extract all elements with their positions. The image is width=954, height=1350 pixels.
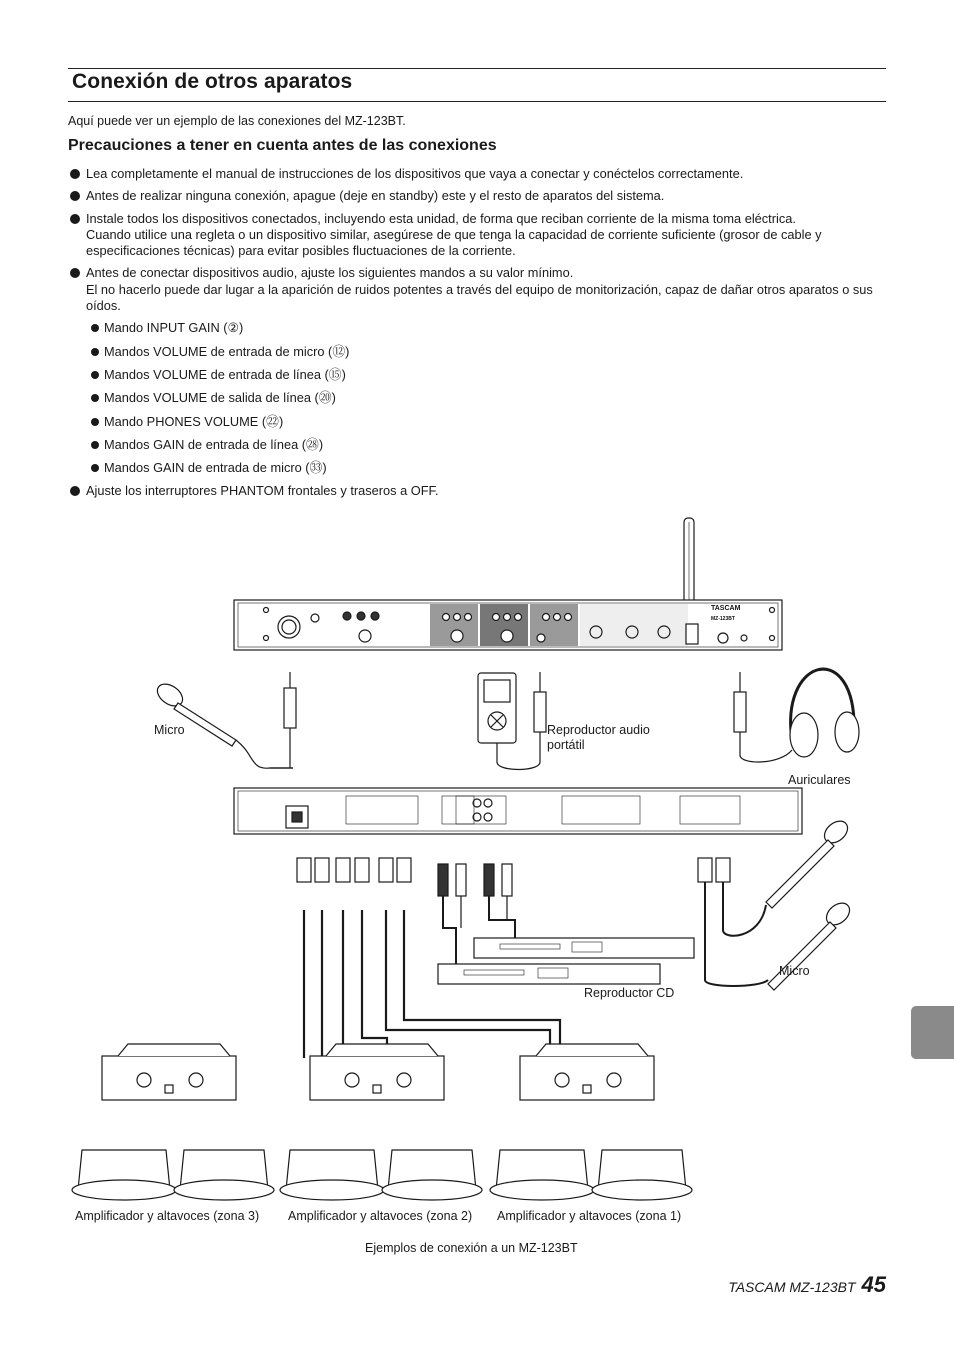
bullet-dot-icon [91, 441, 99, 449]
rear-panel [234, 788, 802, 834]
bullet-dot-icon [70, 191, 80, 201]
bullet-dot-icon [70, 214, 80, 224]
bullet-text: Cuando utilice una regleta o un dispositivo similar, asegúrese de que tenga la capacidad de corriente suficiente (grosor de cable y especificaciones técnicas) para evitar posibles fluctuaciones de la corriente. [86, 226, 822, 259]
terminal-connectors [297, 858, 730, 882]
bullet-dot-icon [91, 464, 99, 472]
title-rule-top [68, 68, 886, 69]
sub-bullet-text: Mando INPUT GAIN (②) [104, 320, 244, 336]
portable-player-icon [478, 672, 546, 770]
connection-diagram [60, 510, 890, 1250]
precautions-list [68, 166, 888, 500]
bullet-dot-icon [70, 486, 80, 496]
label-zone3: Amplificador y altavoces (zona 3) [75, 1209, 260, 1223]
sub-bullet-text: Mandos GAIN de entrada de micro (㉝) [104, 460, 327, 476]
label-zone2: Amplificador y altavoces (zona 2) [288, 1209, 473, 1223]
footer-brand: TASCAM MZ-123BT [728, 1279, 856, 1295]
bullet-text: Antes de realizar ninguna conexión, apague (deje en standby) este y el resto de aparatos del sistema. [86, 188, 665, 204]
title-rule-bottom [68, 101, 886, 102]
cd-player-icon [438, 938, 694, 984]
bullet-dot-icon [70, 268, 80, 278]
bullet-dot-icon [91, 348, 99, 356]
sub-bullet-text: Mandos VOLUME de entrada de micro (⑫) [104, 343, 350, 359]
label-portable-player: Reproductor audio portátil [547, 723, 650, 752]
sub-bullet-item [68, 414, 888, 430]
label-mic-right: Micro [779, 964, 810, 978]
sub-bullet-item [68, 344, 888, 360]
speaker-icon [280, 1150, 482, 1200]
bullet-text: Instale todos los dispositivos conectados, incluyendo esta unidad, de forma que reciban corriente de la misma toma eléctrica. [86, 210, 796, 226]
sub-bullet-item [68, 390, 888, 406]
section-title: Precauciones a tener en cuenta antes de las conexiones [68, 137, 497, 154]
front-panel [234, 600, 782, 650]
amplifier-icon [310, 1044, 444, 1100]
microphone-icon [153, 672, 296, 768]
bullet-item [68, 483, 888, 499]
sub-bullet-text: Mandos VOLUME de entrada de línea (⑮) [104, 366, 346, 382]
bullet-text: Lea completamente el manual de instrucciones de los dispositivos que vaya a conectar y conéctelos correctamente. [86, 166, 744, 181]
page-footer [728, 1272, 886, 1298]
bullet-dot-icon [91, 394, 99, 402]
front-model-text: MZ-123BT [711, 616, 735, 622]
bullet-dot-icon [91, 418, 99, 426]
label-cd-player: Reproductor CD [584, 986, 675, 1000]
sub-bullet-text: Mando PHONES VOLUME (㉒) [104, 413, 284, 429]
page-number: 45 [861, 1272, 886, 1297]
front-brand-text: TASCAM [711, 605, 741, 612]
sub-bullet-text: Mandos VOLUME de salida de línea (⑳) [104, 390, 336, 406]
label-headphones: Auriculares [788, 773, 851, 787]
label-zone1: Amplificador y altavoces (zona 1) [497, 1209, 682, 1223]
bullet-dot-icon [91, 324, 99, 332]
chapter-tab [911, 1006, 954, 1059]
intro-text: Aquí puede ver un ejemplo de las conexiones del MZ-123BT. [68, 114, 406, 128]
headphones-icon [734, 669, 859, 762]
label-mic-top: Micro [154, 723, 185, 737]
bullet-item [68, 166, 888, 182]
bullet-item [68, 265, 888, 314]
sub-bullet-item [68, 367, 888, 383]
bullet-text: El no hacerlo puede dar lugar a la aparición de ruidos potentes a través del equipo de monitorización, capaz de dañar otros aparatos o sus oídos. [86, 281, 873, 314]
bullet-text: Antes de conectar dispositivos audio, ajuste los siguientes mandos a su valor mínimo. [86, 265, 574, 281]
speaker-icon [490, 1150, 692, 1200]
amplifier-icon [520, 1044, 654, 1100]
amplifier-icon [102, 1044, 236, 1100]
page-title: Conexión de otros aparatos [72, 70, 353, 93]
bullet-text: Ajuste los interruptores PHANTOM frontales y traseros a OFF. [86, 483, 439, 499]
diagram-caption: Ejemplos de conexión a un MZ-123BT [365, 1241, 578, 1255]
bullet-dot-icon [70, 169, 80, 179]
sub-bullet-text: Mandos GAIN de entrada de línea (㉘) [104, 436, 324, 452]
speaker-icon [72, 1150, 274, 1200]
bullet-dot-icon [91, 371, 99, 379]
sub-bullet-item [68, 437, 888, 453]
sub-bullet-item [68, 320, 888, 336]
bullet-item [68, 211, 888, 260]
bullet-item [68, 188, 888, 204]
sub-bullet-item [68, 460, 888, 476]
